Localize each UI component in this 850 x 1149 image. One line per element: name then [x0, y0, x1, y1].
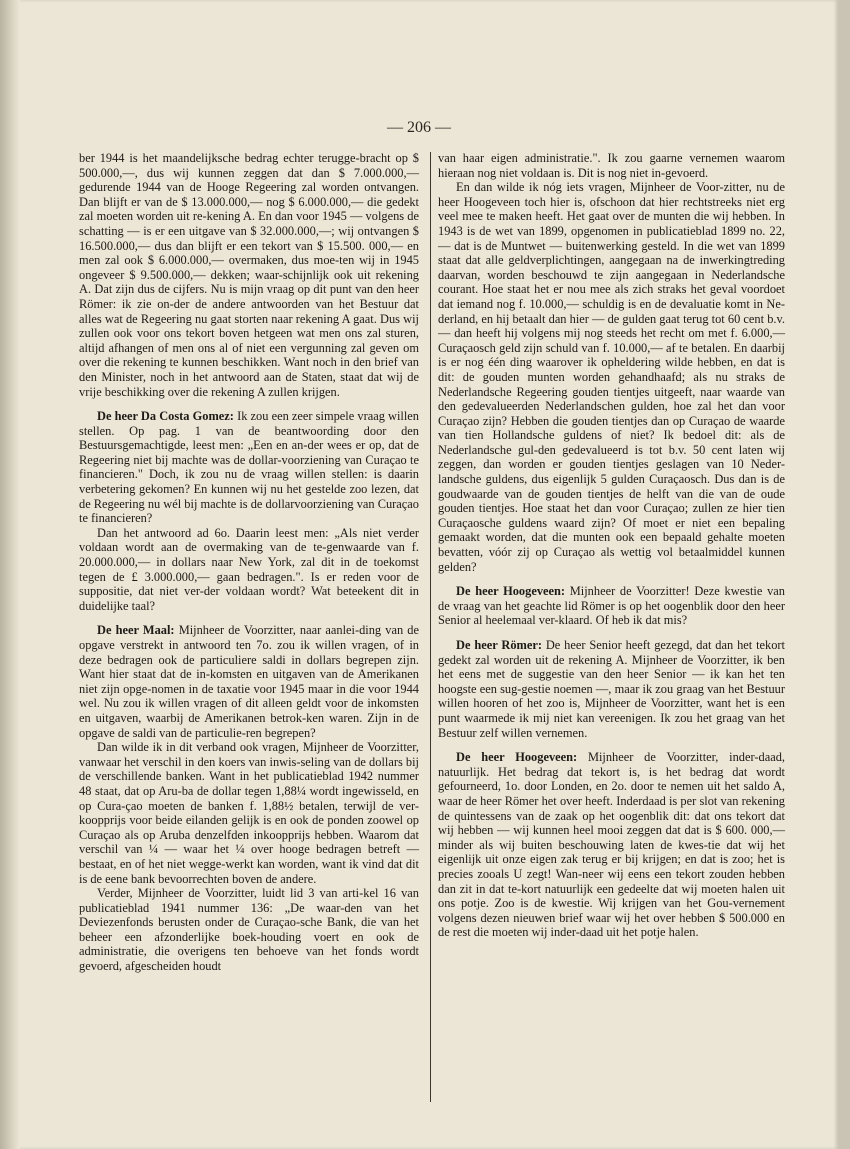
paragraph: De heer Da Costa Gomez: Ik zou een zeer simpele vraag willen stellen. Op pag. 1 van de beantwoording door den Bestuursgemachtigde, leest men: „Een en an-der wees er op, dat de Regeering niet bij machte was de dollar-voorziening van Curaçao te financieren." Doch, ik zou nu de vraag willen stellen: is daarin verbetering gekomen? En kunnen wij nu het gestelde zoo lezen, dat de Regeering nu wél bij machte is de dollarvoorziening van Curaçao te financieren?	[79, 409, 420, 526]
right-column	[438, 151, 785, 940]
scan-background-edge	[838, 0, 850, 1149]
binding-edge	[0, 0, 20, 1149]
speaker-name: De heer Hoogeveen:	[456, 750, 578, 765]
paragraph: De heer Maal: Mijnheer de Voorzitter, naar aanlei-ding van de opgave verstrekt in antwoord ten 7o. zou ik willen vragen, of in deze bedragen ook de particuliere saldi in dollars begrepen zijn. Want hier staat dat de in-komsten en uitgaven van de Amerikanen niet zijn opge-nomen in de taxatie voor 1945 maar in die voor 1944 wel. Nu zou ik willen vragen of dit alleen geldt voor de inkomsten en uitgaven, waarbij de Amerikanen betrok-ken waren. Zijn in de opgave de saldi van de particulie-ren begrepen?	[79, 623, 419, 740]
paragraph: van haar eigen administratie.". Ik zou gaarne vernemen waarom hieraan nog niet voldaan is. Dit is nog niet in-gevoerd.	[438, 151, 785, 180]
paragraph: ber 1944 is het maandelijksche bedrag echter terugge-bracht op $ 500.000,—, dus wij kunnen zeggen dat dan $ 7.000.000,— gedurende 1944 van de Hooge Regeering zal worden ontvangen. Dan blijft er van de $ 13.000.000,— nog $ 6.000.000,— die gedekt zal moeten worden uit re-kening A. En dan voor 1945 — volgens de schatting — is er een uitgave van $ 32.000.000,—; wij ontvangen $ 16.500.000,— dus dan blijft er een tekort van $ 15.500. 000,— en men zal ook $ 6.000.000,— overmaken, dus moe-ten wij in 1945 ongeveer $ 9.500.000,— dekken; waar-schijnlijk ook uit rekening A. Dat zijn dus de cijfers. Nu is mijn vraag op dit punt van den heer Römer: ik zie on-der de andere antwoorden van het Bestuur dat alles wat de Regeering nu gaat storten naar rekening A gaat. Dus wij zullen ook voor ons tekort boven hetgeen wat men ons zal sturen, altijd afhangen of men ons al of niet een vergunning zal geven om over die rekening te kunnen beschikken. Want noch in den brief van den Minister, noch in het antwoord aan de Staten, staat dat wij de vrije beschikking over die rekening A zullen krijgen.	[79, 151, 419, 399]
left-column	[79, 151, 419, 974]
paragraph: De heer Hoogeveen: Mijnheer de Voorzitter! Deze kwestie van de vraag van het geachte lid Römer is op het oogenblik door den heer Senior al heelemaal ver-klaard. Of heb ik dat mis?	[438, 584, 785, 628]
paragraph: Dan het antwoord ad 6o. Daarin leest men: „Als niet verder voldaan wordt aan de overmaking van de te-genwaarde van f. 20.000.000,— in dollars naar New York, zal dit in de toekomst tegen de £ 3.000.000,— gaan bedragen.". Is er reden voor de suppositie, dat niet ver-der voldaan wordt? Wat beteekent dit in duidelijke taal?	[79, 525, 419, 613]
paragraph: De heer Römer: De heer Senior heeft gezegd, dat dan het tekort gedekt zal worden uit de rekening A. Mijnheer de Voorzitter, ik ben het eens met de suggestie van den heer Senior — ik kan het ten hoogste een sug-gestie noemen —, maar ik zou graag van het Bestuur willen hooren of het zoo is, Mijnheer de Voorzitter, want het is een punt waarmede ik mij niet kan vereenigen. Ik zou het graag van het Bestuur zelf willen vernemen.	[438, 638, 785, 740]
speaker-name: De heer Hoogeveen:	[456, 584, 566, 599]
speaker-name: De heer Maal:	[97, 623, 175, 638]
paragraph: En dan wilde ik nóg iets vragen, Mijnheer de Voor-zitter, nu de heer Hoogeveen toch hier is, ofschoon dat hier rechtstreeks niet erg veel mee te maken heeft. Het gaat over de munten die wij hebben. In 1943 is de wet van 1899, opgenomen in publicatieblad 1899 no. 22, — dat is de Muntwet — buitenwerking gesteld. In die wet van 1899 staat dat alle geldverplichtingen, aangegaan na de inwerkingtreding daarvan, worden beschouwd te zijn aangegaan in Nederlandsche courant. Hoe staat het er nou mee als zich straks het geval voordoet dat iemand nog f. 10.000,— schuldig is en de devaluatie komt in Ne-derland, en hij betaalt dan hier — de gulden gaat terug tot 60 cent b.v. — dan heeft hij volgens mij nog steeds het recht om met f. 6.000,— Curaçaosch geld zijn schuld van f. 10.000,— af te betalen. En daarbij is er nog één ding waarover ik opheldering wilde hebben, en dat is dit: de gouden munten worden gehandhaafd; als nu straks de Nederlandsche Regeering gouden tientjes uitgeeft, naar waarde van den gedevalueerden Nederlandschen gulden, hoe zal het dan voor Curaçao zijn? Hebben die gouden tientjes dan op Curaçao de waarde van tien Hollandsche guldens of niet? Ik bedoel dit: als de Nederlandsche gul-den gedevalueerd is tot b.v. 50 cent laten wij zeggen, dan worden er gouden tientjes geslagen van 10 Neder-landsche guldens, dus eigenlijk 5 gulden Curaçaosch. Dus dan is de goudwaarde van de gouden tientjes de helft van die van de oude gouden tientjes. Hoe staat het dan voor Curaçao; zullen ze hier tien Curaçaosche guldens waard zijn? Of moet er niet een bepaling gemaakt worden, dat die munten ook een bepaald gehalte moeten bevatten, vóór zij op Curaçao als wettig vol betaalmiddel kunnen gelden?	[438, 180, 785, 574]
speaker-name: De heer Römer:	[456, 638, 542, 652]
column-divider	[430, 152, 431, 1102]
page-number: — 206 —	[387, 119, 451, 136]
paragraph: Dan wilde ik in dit verband ook vragen, Mijnheer de Voorzitter, vanwaar het verschil in den koers van inwis-seling van de dollars bij de verschillende banken. Want in het publicatieblad 1942 nummer 48 staat, dat op Aru-ba de dollar tegen 1,88¼ wordt ingewisseld, en op Cura-çao moeten de banken f. 1,88½ betalen, terwijl de ver-koopprijs voor beide eilanden gelijk is en ook de ponden zoowel op Curaçao als op Aruba denzelfden inkoopprijs hebben. Waarom dat verschil van ¼ — waar het ¼ over hooge bedragen betreft — bestaat, en of het niet wegge-werkt kan worden, want ik vind dat dit is de eene bank bevoorrechten boven de andere.	[79, 740, 419, 886]
paragraph: Verder, Mijnheer de Voorzitter, luidt lid 3 van arti-kel 16 van publicatieblad 1941 nummer 136: „De waar-den van het Deviezenfonds berusten onder de Curaçao-sche Bank, die van het beheer een afzonderlijke boek-houding voert en ook de administratie, die overigens ten behoeve van het fonds wordt gevoerd, afgescheiden houdt	[79, 886, 419, 974]
paragraph: De heer Hoogeveen: Mijnheer de Voorzitter, inder-daad, natuurlijk. Het bedrag dat tekort is, is het bedrag dat wordt gefourneerd, 1o. door Londen, en 2o. door te nemen uit het saldo A, waar de heer Römer het over heeft. Inderdaad is per slot van rekening de quintessens van de zaak op het oogenblik dit: dat ons tekort dat wij hebben — wij kunnen heel mooi zeggen dat dat is $ 600. 000,— minder als wij buiten beschouwing laten de kwes-tie dat wij het eigenlijk uit onze eigen zak terug er bij krijgen; en dat is zoo; het is precies zooals U zegt! Wan-neer wij eens een tekort zouden hebben dan zit in dat te-kort natuurlijk een gedeelte dat wij moeten halen uit ons potje. Zoo is de kwestie. Wij krijgen van het Gou-vernement volgens dezen nieuwen brief waar wij het over hebben $ 500.000 en de rest die moeten wij inder-daad uit het potje halen.	[438, 750, 785, 940]
speaker-name: De heer Da Costa Gomez:	[97, 409, 234, 424]
